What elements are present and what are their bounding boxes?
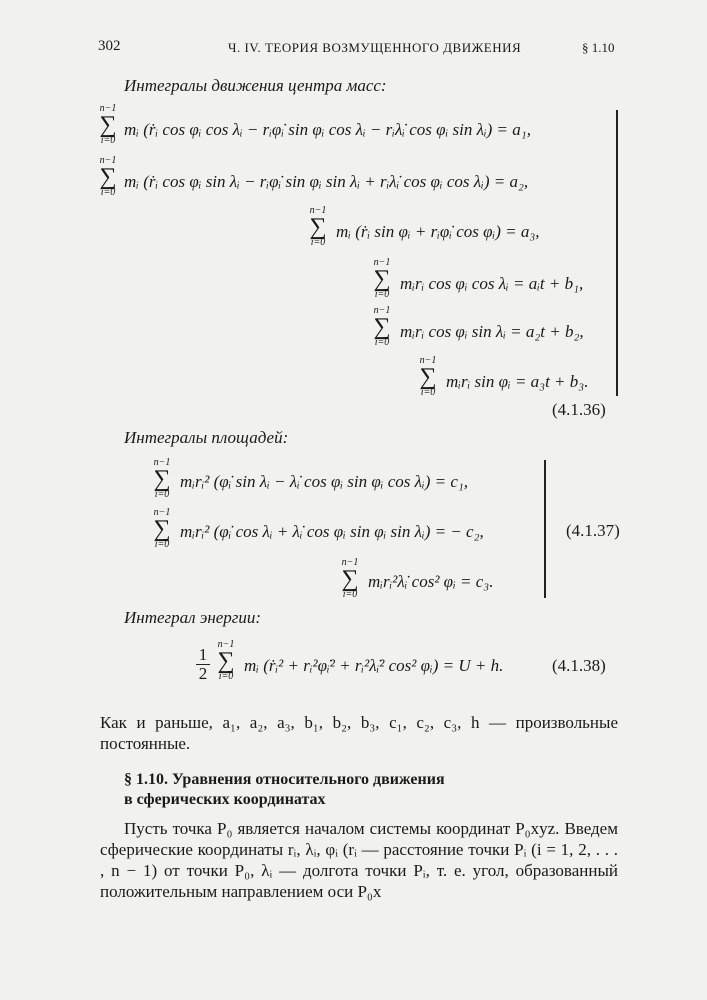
sum-lower: i=0	[100, 135, 116, 146]
sum-upper: n−1	[341, 557, 359, 568]
sum-upper: n−1	[373, 257, 391, 268]
sum-upper: n−1	[153, 507, 171, 518]
equation-number: (4.1.37)	[566, 521, 620, 540]
equation-line: mᵢrᵢ²λ̇ᵢ cos² φᵢ = c₃.	[368, 572, 494, 591]
equation-number: (4.1.36)	[552, 400, 606, 419]
sum-lower: i=0	[154, 489, 170, 500]
equation-line: mᵢrᵢ² (φ̇ᵢ cos λᵢ + λ̇ᵢ cos φᵢ sin φᵢ sin λᵢ) = − c₂,	[180, 522, 484, 541]
equation-line: mᵢ (ṙᵢ sin φᵢ + rᵢφ̇ᵢ cos φᵢ) = a₃,	[336, 222, 540, 241]
sum-upper: n−1	[373, 305, 391, 316]
sum-lower: i=0	[374, 337, 390, 348]
sum-lower: i=0	[154, 539, 170, 550]
equation-line: mᵢrᵢ sin φᵢ = a₃t + b₃.	[446, 372, 589, 391]
caption-energy: Интеграл энергии:	[124, 608, 262, 627]
sum-lower: i=0	[342, 589, 358, 600]
sum-lower: i=0	[100, 187, 116, 198]
summation-sign: n−1 ∑ i=0	[368, 306, 396, 348]
sum-upper: n−1	[309, 205, 327, 216]
sum-upper: n−1	[419, 355, 437, 366]
summation-sign: n−1 ∑ i=0	[212, 640, 240, 682]
right-brace	[540, 460, 546, 598]
equation-line: mᵢ (ṙᵢ cos φᵢ sin λᵢ − rᵢφ̇ᵢ sin φᵢ sin λᵢ + rᵢλ̇ᵢ cos φᵢ cos λᵢ) = a₂,	[124, 172, 529, 191]
section-title-line2: в сферических координатах	[124, 791, 326, 808]
page-number: 302	[98, 38, 121, 54]
equation-line: mᵢrᵢ cos φᵢ cos λᵢ = aᵢt + b₁,	[400, 274, 584, 293]
section-title-line1: § 1.10. Уравнения относительного движения	[124, 771, 445, 788]
summation-sign: n−1 ∑ i=0	[336, 558, 364, 600]
equation-line: mᵢrᵢ cos φᵢ sin λᵢ = a₂t + b₂,	[400, 322, 584, 341]
summation-sign: n−1 ∑ i=0	[148, 508, 176, 550]
body-paragraph: Пусть точка P₀ является началом системы координат P₀xyz. Введем сферические координаты rᵢ, λᵢ, φᵢ (rᵢ — расстояние точки Pᵢ (i = 1, 2, . . . , n − 1) от точки P₀, λᵢ — долгота точки Pᵢ, т. е. угол, образованный положительным направлением оси P₀x	[100, 819, 618, 901]
equation-line: mᵢ (ṙᵢ cos φᵢ cos λᵢ − rᵢφ̇ᵢ sin φᵢ cos λᵢ − rᵢλ̇ᵢ cos φᵢ sin λᵢ) = a₁,	[124, 120, 531, 139]
right-brace	[612, 110, 618, 396]
sum-upper: n−1	[99, 103, 117, 114]
fraction-numerator: 1	[196, 646, 210, 665]
section-ref: § 1.10	[582, 40, 615, 55]
sum-upper: n−1	[217, 639, 235, 650]
summation-sign: n−1 ∑ i=0	[414, 356, 442, 398]
summation-sign: n−1 ∑ i=0	[304, 206, 332, 248]
running-title: Ч. IV. ТЕОРИЯ ВОЗМУЩЕННОГО ДВИЖЕНИЯ	[228, 40, 522, 55]
summation-sign: n−1 ∑ i=0	[368, 258, 396, 300]
sum-upper: n−1	[153, 457, 171, 468]
sum-upper: n−1	[99, 155, 117, 166]
sum-lower: i=0	[420, 387, 436, 398]
caption-center-of-mass: Интегралы движения центра масс:	[124, 76, 387, 95]
fraction-denominator: 2	[198, 664, 208, 683]
summation-sign: n−1 ∑ i=0	[94, 104, 122, 146]
equation-number: (4.1.38)	[552, 656, 606, 675]
equation-line: mᵢrᵢ² (φ̇ᵢ sin λᵢ − λ̇ᵢ cos φᵢ sin φᵢ cos λᵢ) = c₁,	[180, 472, 469, 491]
sum-lower: i=0	[374, 289, 390, 300]
summation-sign: n−1 ∑ i=0	[148, 458, 176, 500]
equation-line: mᵢ (ṙᵢ² + rᵢ²φ̇ᵢ² + rᵢ²λ̇ᵢ² cos² φᵢ) = U + h.	[244, 656, 504, 675]
remark-paragraph: Как и раньше, a₁, a₂, a₃, b₁, b₂, b₃, c₁, c₂, c₃, h — произвольные постоянные.	[100, 713, 618, 753]
sum-lower: i=0	[310, 237, 326, 248]
fraction	[196, 646, 210, 683]
sum-lower: i=0	[218, 671, 234, 682]
caption-areas: Интегралы площадей:	[124, 428, 289, 447]
summation-sign: n−1 ∑ i=0	[94, 156, 122, 198]
